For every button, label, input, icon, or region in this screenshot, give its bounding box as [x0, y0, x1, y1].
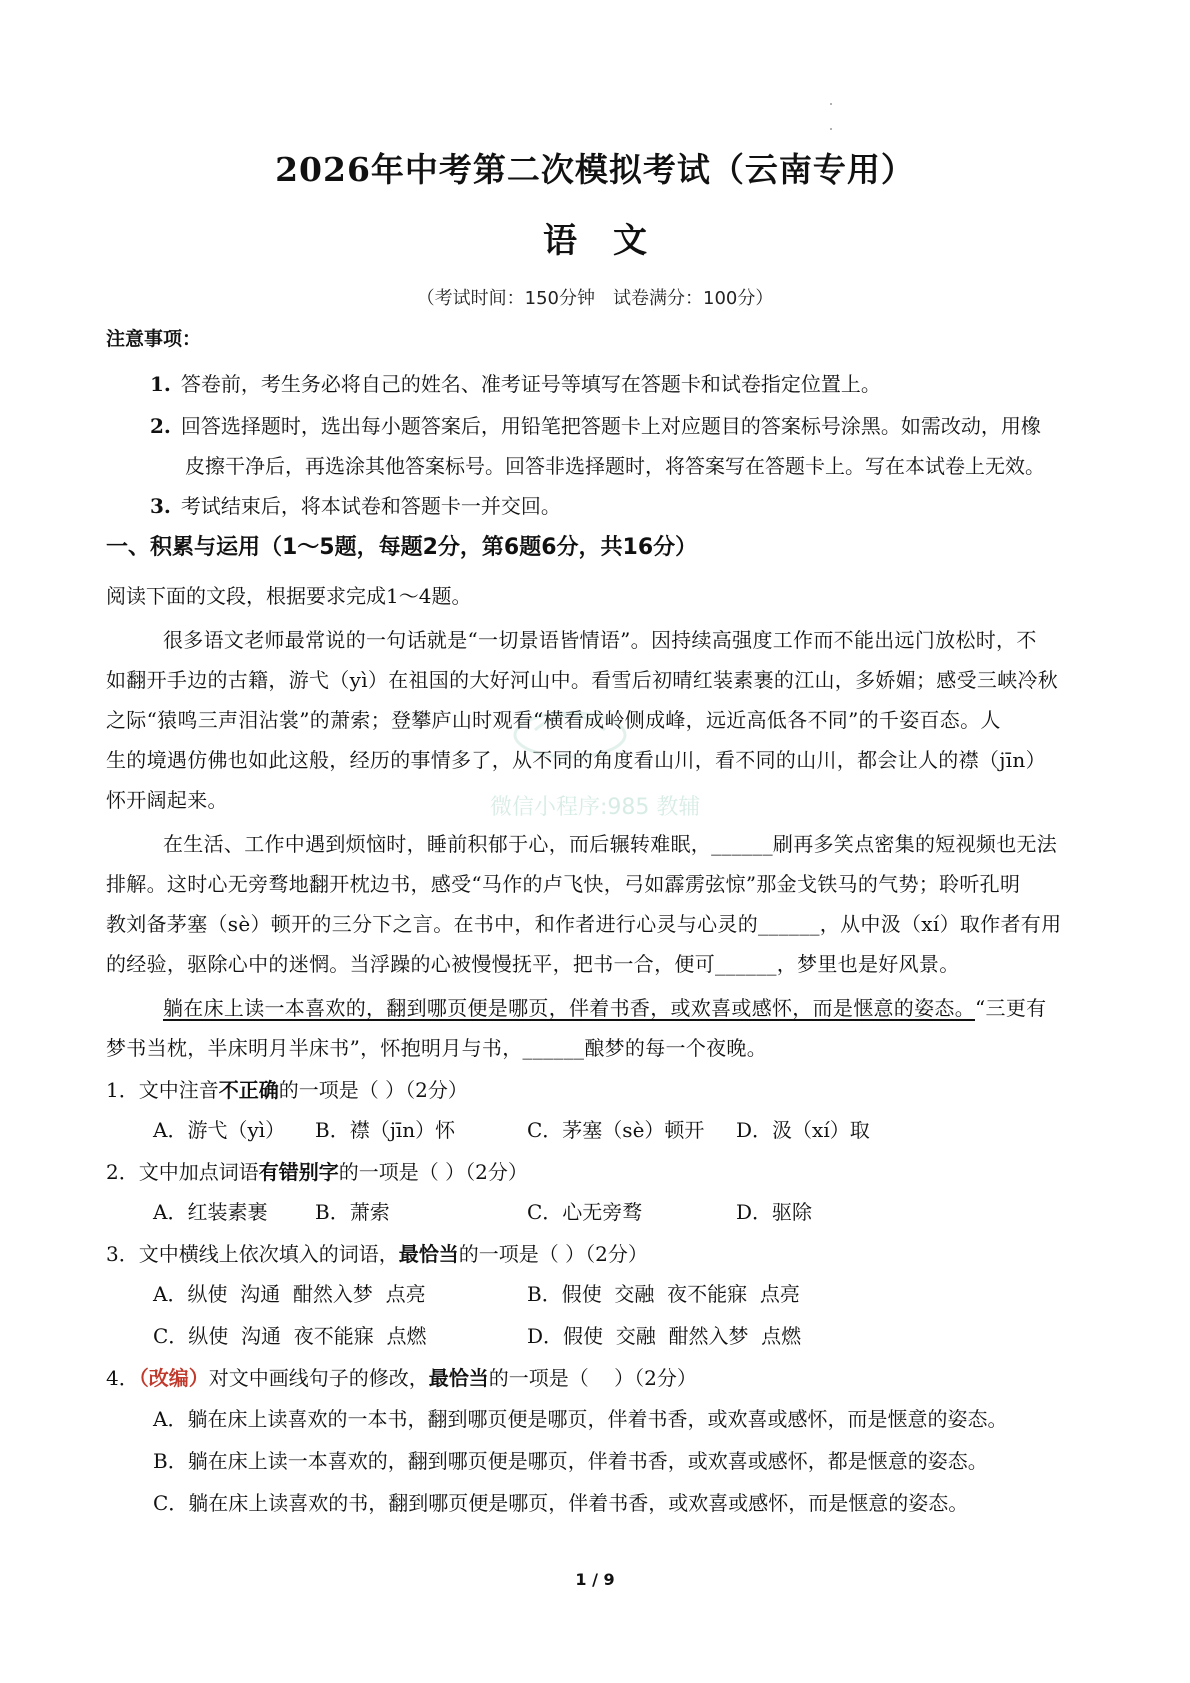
- notice-text: 回答选择题时，选出每小题答案后，用铅笔把答题卡上对应题目的答案标号涂黑。如需改动，用橡: [180, 414, 1041, 438]
- option: C．茅塞（sè）顿开: [527, 1118, 705, 1142]
- question-text: 的一项是（ ）（2分）: [488, 1366, 697, 1390]
- notice-num: 1.: [150, 372, 171, 396]
- question-tag: （改编）: [138, 1366, 209, 1390]
- notice-text: 答卷前，考生务必将自己的姓名、准考证号等填写在答题卡和试卷指定位置上。: [180, 372, 881, 396]
- question-text: 的一项是（ ）（2分）: [458, 1242, 648, 1266]
- option: D．假使 交融 酣然入梦 点燃: [527, 1324, 802, 1348]
- passage-line: 梦书当枕，半床明月半床书”，怀抱明月与书，______酿梦的每一个夜晚。: [106, 1036, 768, 1060]
- question-num: 1．: [106, 1078, 139, 1102]
- subject-title: 语文: [543, 221, 683, 261]
- question-text: 文中注音: [138, 1078, 219, 1102]
- passage-line: 排解。这时心无旁骛地翻开枕边书，感受“马作的卢飞快，弓如霹雳弦惊”那金戈铁马的气势；聆听孔明: [106, 872, 1021, 896]
- question-4: [106, 1362, 697, 1391]
- notice-num: 2.: [150, 414, 171, 438]
- passage-line: 之际“猿鸣三声泪沾裳”的萧索；登攀庐山时观看“横看成岭侧成峰，远近高低各不同”的千姿百态。人: [106, 708, 1001, 732]
- notice-text: 考试结束后，将本试卷和答题卡一并交回。: [180, 494, 561, 518]
- question-num: 2．: [106, 1160, 139, 1184]
- section-heading: 一、积累与运用（1～5题，每题2分，第6题6分，共16分）: [106, 535, 698, 560]
- scan-dot: [830, 103, 832, 105]
- notice-item: [150, 490, 561, 519]
- option: C．心无旁骛: [527, 1200, 643, 1224]
- option: B．假使 交融 夜不能寐 点亮: [527, 1282, 800, 1306]
- question-1: [106, 1074, 468, 1103]
- underlined-sentence: 躺在床上读一本喜欢的，翻到哪页便是哪页，伴着书香，或欢喜或感怀，而是惬意的姿态。: [163, 996, 975, 1020]
- question-emphasis: 不正确: [218, 1078, 279, 1102]
- option: B．躺在床上读一本喜欢的，翻到哪页便是哪页，伴着书香，或欢喜或感怀，都是惬意的姿态。: [153, 1449, 988, 1473]
- passage-text: “三更有: [975, 996, 1047, 1020]
- exam-title: 2026年中考第二次模拟考试（云南专用）: [275, 150, 915, 189]
- question-emphasis: 有错别字: [258, 1160, 339, 1184]
- question-text: 文中加点词语: [138, 1160, 259, 1184]
- passage-line: [163, 992, 1046, 1021]
- exam-info: （考试时间：150分钟 试卷满分：100分）: [416, 288, 774, 309]
- passage-line: 生的境遇仿佛也如此这般，经历的事情多了，从不同的角度看山川，看不同的山川，都会让人的襟（jīn）: [106, 748, 1046, 772]
- watermark-text: 微信小程序:985 教辅: [490, 795, 701, 820]
- question-num: 3．: [106, 1242, 139, 1266]
- passage-line: 怀开阔起来。: [106, 788, 228, 812]
- scan-dot: [830, 128, 832, 130]
- option: B．萧索: [315, 1200, 390, 1224]
- option: D．汲（xí）取: [736, 1118, 870, 1142]
- passage-line: 的经验，驱除心中的迷惘。当浮躁的心被慢慢抚平，把书一合，便可______，梦里也是好风景。: [106, 952, 960, 976]
- notice-item: [150, 410, 1041, 439]
- question-text: 文中横线上依次填入的词语，: [138, 1242, 399, 1266]
- option: A．红装素裹: [153, 1200, 268, 1224]
- notice-num: 3.: [150, 494, 171, 518]
- passage-line: 很多语文老师最常说的一句话就是“一切景语皆情语”。因持续高强度工作而不能出远门放松时，不: [163, 628, 1037, 652]
- question-text: 的一项是（ ）（2分）: [338, 1160, 528, 1184]
- option: B．襟（jīn）怀: [315, 1118, 456, 1142]
- question-emphasis: 最恰当: [428, 1366, 489, 1390]
- notice-heading: 注意事项：: [106, 328, 202, 350]
- option: A．纵使 沟通 酣然入梦 点亮: [153, 1282, 426, 1306]
- question-text: 对文中画线句子的修改，: [208, 1366, 429, 1390]
- question-3: [106, 1238, 648, 1267]
- question-text: 的一项是（ ）（2分）: [278, 1078, 468, 1102]
- reading-instruction: 阅读下面的文段，根据要求完成1～4题。: [106, 584, 472, 608]
- question-emphasis: 最恰当: [398, 1242, 459, 1266]
- option: C．纵使 沟通 夜不能寐 点燃: [153, 1324, 427, 1348]
- page-number: 1 / 9: [575, 1570, 615, 1589]
- option: A．躺在床上读喜欢的一本书，翻到哪页便是哪页，伴着书香，或欢喜或感怀，而是惬意的姿态。: [153, 1407, 1008, 1431]
- notice-item: [150, 368, 881, 397]
- notice-text-continued: 皮擦干净后，再选涂其他答案标号。回答非选择题时，将答案写在答题卡上。写在本试卷上无效。: [185, 454, 1045, 478]
- question-2: [106, 1156, 528, 1185]
- passage-line: 在生活、工作中遇到烦恼时，睡前积郁于心，而后辗转难眠，______刷再多笑点密集的短视频也无法: [163, 832, 1058, 856]
- passage-line: 教刘备茅塞（sè）顿开的三分下之言。在书中，和作者进行心灵与心灵的______，从中汲（xí）取作者有用: [106, 912, 1062, 936]
- option: C．躺在床上读喜欢的书，翻到哪页便是哪页，伴着书香，或欢喜或感怀，而是惬意的姿态。: [153, 1491, 969, 1515]
- option: A．游弋（yì）: [153, 1118, 286, 1142]
- question-num: 4．: [106, 1366, 139, 1390]
- option: D．驱除: [736, 1200, 813, 1224]
- passage-line: 如翻开手边的古籍，游弋（yì）在祖国的大好河山中。看雪后初晴红装素裹的江山，多娇媚；感受三峡冷秋: [106, 668, 1059, 692]
